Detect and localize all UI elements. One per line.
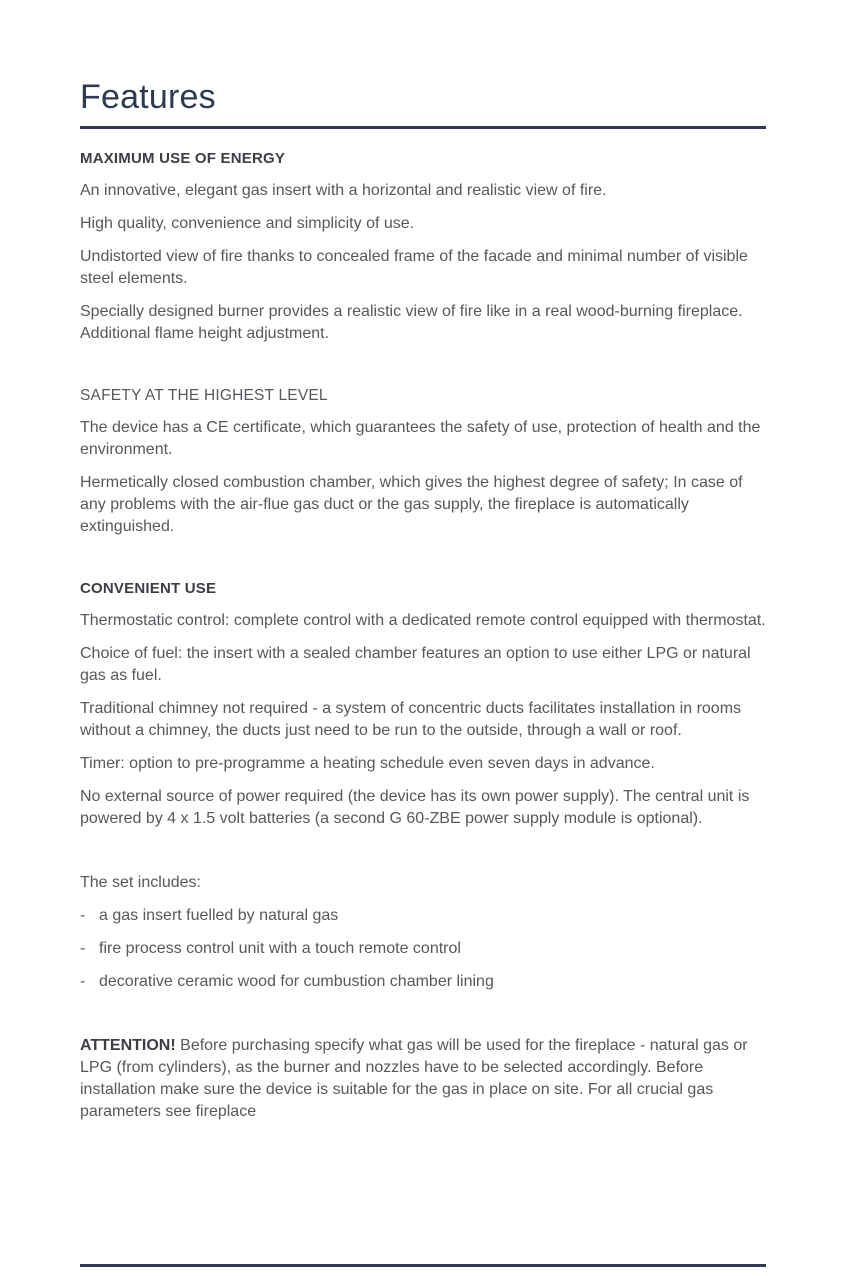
- list-item-text: decorative ceramic wood for cumbustion chamber lining: [99, 973, 494, 990]
- section-set-includes: [80, 872, 766, 993]
- document-page: [0, 76, 848, 1276]
- section-heading: MAXIMUM USE OF ENERGY: [80, 150, 286, 167]
- attention-paragraph: [80, 1035, 766, 1123]
- section-safety-at-the-highest-level: [80, 387, 766, 538]
- attention-label: ATTENTION!: [80, 1037, 176, 1054]
- list-item: [80, 938, 766, 960]
- title-divider-rule: [80, 126, 766, 129]
- paragraph: Thermostatic control: complete control with a dedicated remote control equipped with thermostat.: [80, 612, 766, 629]
- list-item-text: fire process control unit with a touch remote control: [99, 940, 461, 957]
- dash-bullet: -: [80, 940, 86, 957]
- footer-divider-rule: [80, 1264, 766, 1267]
- dash-bullet: -: [80, 907, 86, 924]
- paragraph: High quality, convenience and simplicity of use.: [80, 215, 415, 232]
- paragraph: An innovative, elegant gas insert with a horizontal and realistic view of fire.: [80, 182, 607, 199]
- page-title: Features: [80, 78, 216, 116]
- paragraph: Specially designed burner provides a realistic view of fire like in a real wood-burning fireplace. Additional flame height adjustment.: [80, 303, 743, 342]
- attention-text: Before purchasing specify what gas will be used for the fireplace - natural gas or LPG (from cylinders), as the burner and nozzles have to be selected accordingly. Before installation make sure the device is suitable for the gas in place on site. For all crucial gas parameters see fireplace: [80, 1037, 748, 1120]
- paragraph: Traditional chimney not required - a system of concentric ducts facilitates installation in rooms without a chimney, the ducts just need to be run to the outside, through a wall or roof.: [80, 700, 742, 739]
- section-maximum-use-of-energy: [80, 150, 766, 345]
- paragraph: Timer: option to pre-programme a heating schedule even seven days in advance.: [80, 755, 655, 772]
- dash-bullet: -: [80, 973, 86, 990]
- paragraph: Hermetically closed combustion chamber, which gives the highest degree of safety; In case of any problems with the air-flue gas duct or the gas supply, the fireplace is automatically extinguished.: [80, 474, 743, 535]
- section-heading: CONVENIENT USE: [80, 580, 217, 597]
- section-heading: SAFETY AT THE HIGHEST LEVEL: [80, 387, 328, 404]
- paragraph: Choice of fuel: the insert with a sealed chamber features an option to use either LPG or natural gas as fuel.: [80, 645, 751, 684]
- paragraph: No external source of power required (the device has its own power supply). The central unit is powered by 4 x 1.5 volt batteries (a second G 60-ZBE power supply module is optional).: [80, 788, 750, 827]
- list-item: [80, 905, 766, 927]
- list-intro: The set includes:: [80, 874, 201, 891]
- section-convenient-use: [80, 580, 766, 830]
- paragraph: The device has a CE certificate, which guarantees the safety of use, protection of health and the environment.: [80, 419, 761, 458]
- list-item: [80, 971, 766, 993]
- list-item-text: a gas insert fuelled by natural gas: [99, 907, 339, 924]
- section-attention: [80, 1035, 766, 1123]
- paragraph: Undistorted view of fire thanks to concealed frame of the facade and minimal number of visible steel elements.: [80, 248, 748, 287]
